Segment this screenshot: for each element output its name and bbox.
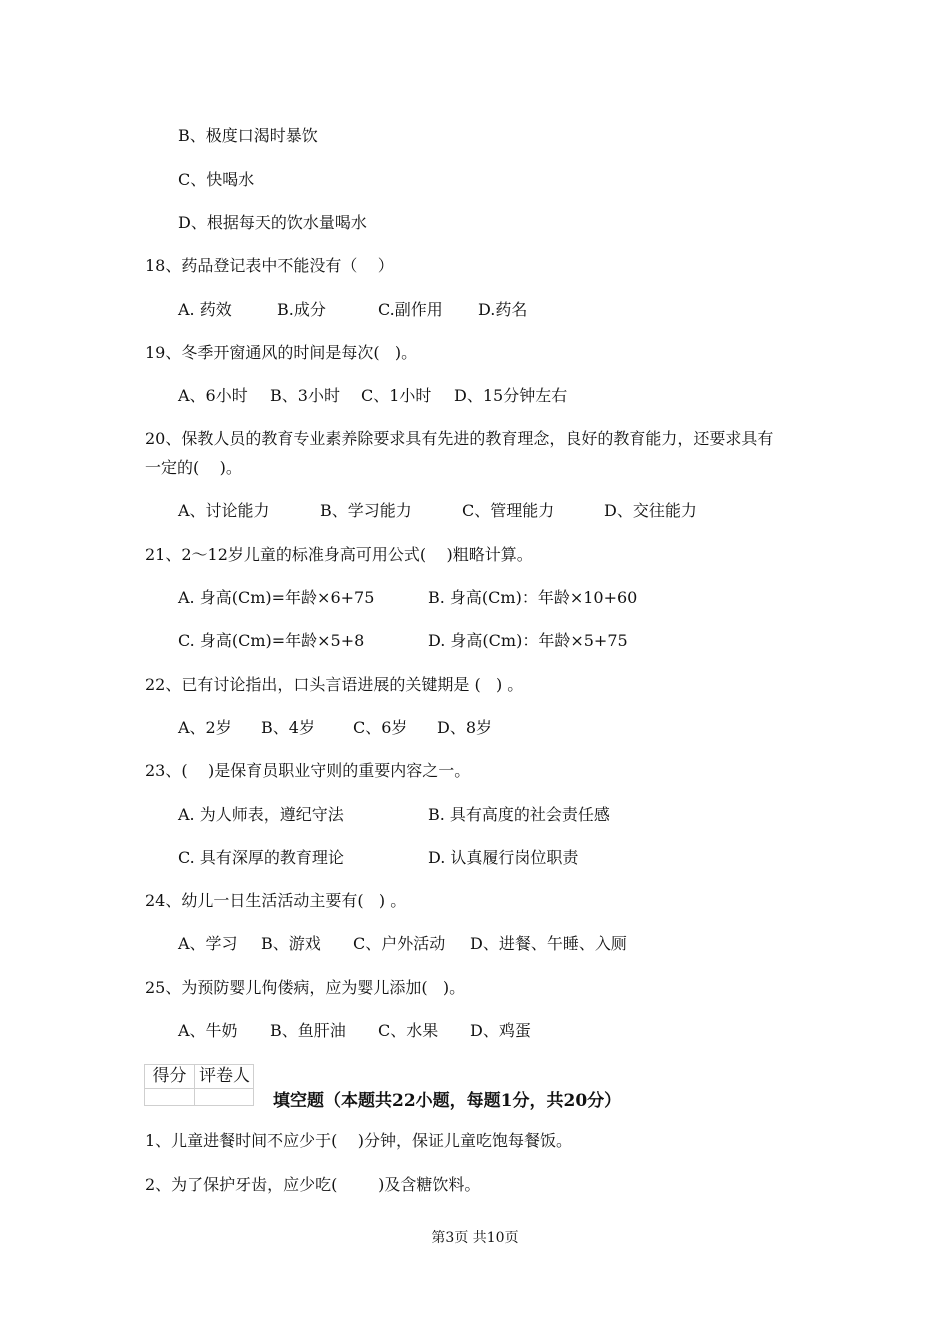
q18-stem: 18、药品登记表中不能没有（ ） — [145, 256, 394, 275]
section-title: 填空题（本题共22小题，每题1分，共20分） — [273, 1091, 622, 1111]
page-footer: 第3页 共10页 — [431, 1230, 519, 1246]
q20-option-b: B、学习能力 — [320, 501, 412, 520]
q24-option-a: A、学习 — [178, 934, 238, 953]
q23-stem: 23、( )是保育员职业守则的重要内容之一。 — [145, 761, 471, 780]
q23-option-c: C. 具有深厚的教育理论 — [178, 848, 344, 867]
q22-option-b: B、4岁 — [261, 718, 315, 737]
q23-option-d: D. 认真履行岗位职责 — [428, 848, 579, 867]
q25-option-a: A、牛奶 — [178, 1021, 238, 1040]
score-header: 得分 — [152, 1066, 187, 1086]
q25-option-b: B、鱼肝油 — [270, 1021, 346, 1040]
q22-option-c: C、6岁 — [353, 718, 408, 737]
q21-stem: 21、2～12岁儿童的标准身高可用公式( )粗略计算。 — [145, 545, 533, 564]
q23-option-b: B. 具有高度的社会责任感 — [428, 805, 610, 824]
q25-option-d: D、鸡蛋 — [470, 1021, 531, 1040]
q19-option-a: A、6小时 — [178, 386, 248, 405]
q23-option-a: A. 为人师表，遵纪守法 — [178, 805, 344, 824]
fill-blank-2: 2、为了保护牙齿，应少吃( )及含糖饮料。 — [145, 1175, 481, 1194]
q17-option-c: C、快喝水 — [178, 170, 255, 189]
q24-option-b: B、游戏 — [261, 934, 321, 953]
q24-option-c: C、户外活动 — [353, 934, 446, 953]
fill-blank-1: 1、儿童进餐时间不应少于( )分钟，保证儿童吃饱每餐饭。 — [145, 1131, 573, 1150]
table-divider — [145, 1088, 253, 1089]
q22-option-d: D、8岁 — [437, 718, 493, 737]
q21-option-a: A. 身高(Cm)=年龄×6+75 — [178, 588, 375, 607]
q17-option-d: D、根据每天的饮水量喝水 — [178, 213, 367, 232]
q21-option-b: B. 身高(Cm)：年龄×10+60 — [428, 588, 638, 607]
q19-option-c: C、1小时 — [361, 386, 432, 405]
q20-stem-line2: 一定的( )。 — [145, 458, 242, 477]
q25-option-c: C、水果 — [378, 1021, 439, 1040]
q22-option-a: A、2岁 — [178, 718, 232, 737]
q22-stem: 22、已有讨论指出，口头言语进展的关键期是 ( ) 。 — [145, 675, 524, 694]
q20-option-d: D、交往能力 — [604, 501, 697, 520]
q21-option-d: D. 身高(Cm)：年龄×5+75 — [428, 631, 628, 650]
q20-stem-line1: 20、保教人员的教育专业素养除要求具有先进的教育理念，良好的教育能力，还要求具有 — [145, 429, 774, 448]
q24-stem: 24、幼儿一日生活活动主要有( ) 。 — [145, 891, 407, 910]
q21-option-c: C. 身高(Cm)=年龄×5+8 — [178, 631, 365, 650]
q18-option-a: A. 药效 — [178, 300, 232, 319]
score-table — [144, 1064, 254, 1106]
q25-stem: 25、为预防婴儿佝偻病，应为婴儿添加( )。 — [145, 978, 466, 997]
q20-option-c: C、管理能力 — [462, 501, 555, 520]
q19-option-b: B、3小时 — [270, 386, 340, 405]
q19-stem: 19、冬季开窗通风的时间是每次( )。 — [145, 343, 418, 362]
q19-option-d: D、15分钟左右 — [454, 386, 568, 405]
grader-header: 评卷人 — [199, 1066, 250, 1086]
q20-option-a: A、讨论能力 — [178, 501, 270, 520]
q18-option-d: D.药名 — [478, 300, 528, 319]
q18-option-b: B.成分 — [277, 300, 326, 319]
q24-option-d: D、进餐、午睡、入厕 — [470, 934, 627, 953]
q17-option-b: B、极度口渴时暴饮 — [178, 126, 318, 145]
q18-option-c: C.副作用 — [378, 300, 443, 319]
